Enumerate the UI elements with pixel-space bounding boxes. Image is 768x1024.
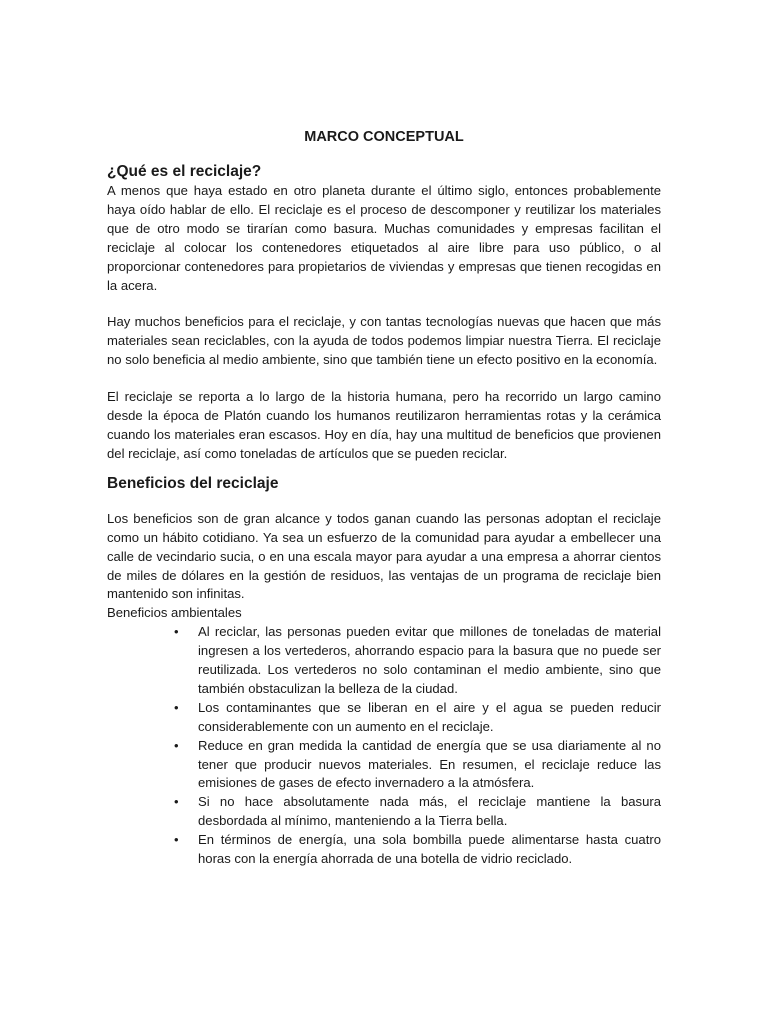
bullet-icon: • [174,737,179,753]
subheading-beneficios-ambientales: Beneficios ambientales [107,605,242,621]
list-item [107,699,661,737]
paragraph: Hay muchos beneficios para el reciclaje, y con tantas tecnologías nuevas que hacen que más materiales sean reciclables, con la ayuda de todos podemos limpiar nuestra Tierra. El reciclaje no solo beneficia al medio ambiente, sino que también tiene un efecto positivo en la economía. [107,314,661,368]
list-item-text: Si no hace absolutamente nada más, el reciclaje mantiene la basura desbordada al mínimo, manteniendo a la Tierra bella. [198,794,661,829]
list-item [107,737,661,794]
paragraph: Los beneficios son de gran alcance y todos ganan cuando las personas adoptan el reciclaje como un hábito cotidiano. Ya sea un esfuerzo de la comunidad para ayudar a embellecer una calle de vecindario sucia, o en una escala mayor para ayudar a una empresa a ahorrar cientos de miles de dólares en la gestión de residuos, las ventajas de un programa de reciclaje bien mantenido son infinitas. [107,510,661,602]
list-item-text: En términos de energía, una sola bombilla puede alimentarse hasta cuatro horas con la energía ahorrada de una botella de vidrio reciclado. [198,832,661,867]
bullet-icon: • [174,699,179,715]
bullet-icon: • [174,624,179,640]
bullet-icon: • [174,794,179,810]
list-item [107,831,661,869]
list-item-text: Reduce en gran medida la cantidad de energía que se usa diariamente al no tener que producir nuevos materiales. En resumen, el reciclaje reduce las emisiones de gases de efecto invernadero a la atmósfera. [198,737,661,791]
bullet-icon: • [174,832,179,848]
paragraph: A menos que haya estado en otro planeta durante el último siglo, entonces probablemente haya oído hablar de ello. El reciclaje es el proceso de descomponer y reutilizar los materiales que de otro modo se tirarían como basura. Muchas comunidades y empresas facilitan el reciclaje al colocar los contenedores etiquetados al aire libre para uso público, o al proporcionar contenedores para propietarios de viviendas y empresas que tienen recogidas en la acera. [107,183,661,293]
bullet-list [107,623,661,869]
section-heading-beneficios: Beneficios del reciclaje [107,474,279,492]
list-item-text: Los contaminantes que se liberan en el aire y el agua se pueden reducir considerablemente con un aumento en el reciclaje. [198,699,661,734]
list-item-text: Al reciclar, las personas pueden evitar que millones de toneladas de material ingresen a los vertederos, ahorrando espacio para la basura que no puede ser reutilizada. Los vertederos no solo contaminan el medio ambiente, sino que también obstaculizan la belleza de la ciudad. [198,624,661,696]
list-item [107,623,661,699]
document-title: MARCO CONCEPTUAL [304,129,464,145]
document-body [107,128,661,869]
section-heading-que-es-reciclaje: ¿Qué es el reciclaje? [107,163,262,180]
paragraph: El reciclaje se reporta a lo largo de la historia humana, pero ha recorrido un largo camino desde la época de Platón cuando los humanos reutilizaron herramientas rotas y la cerámica cuando los materiales eran escasos. Hoy en día, hay una multitud de beneficios que provienen del reciclaje, así como toneladas de artículos que se pueden reciclar. [107,389,661,461]
list-item [107,793,661,831]
